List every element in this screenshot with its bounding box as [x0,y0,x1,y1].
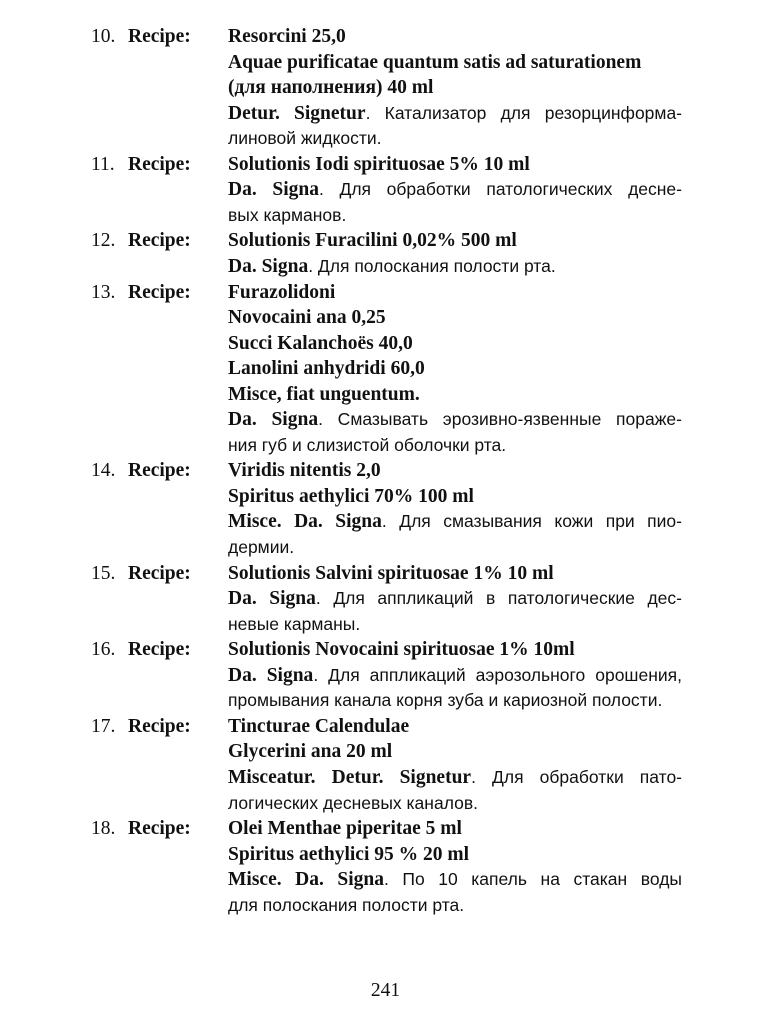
recipe-label: Recipe: [128,26,191,47]
recipe-number: 10. [91,26,116,47]
instruction-text: линовой жидкости. [228,128,382,149]
recipe-ingredient: Olei Menthae piperitae 5 ml [228,818,462,840]
signa-text: Da. Signa [228,588,316,610]
recipe-ingredient: Solutionis Furacilini 0,02% 500 ml [228,230,517,252]
recipe-instruction-line [228,433,506,458]
signa-text: Da. Signa [228,409,319,431]
recipe-ingredient: Glycerini ana 20 ml [228,741,393,763]
recipe-number: 15. [91,562,116,584]
recipe-signa-line [228,867,682,892]
signa-text: Misce. Da. Signa [228,869,385,891]
recipe-ingredient: Spiritus aethylici 70% 100 ml [228,485,474,507]
instruction-text: . Смазывать эрозивно-язвенные пораже- [318,409,682,430]
instruction-text: . По 10 капель на стакан воды [384,869,682,890]
recipe-instruction-line [228,535,294,560]
instruction-text: вых карманов. [228,204,347,225]
instruction-text: промывания канала корня зуба и кариозной полости. [228,690,663,711]
recipe-ingredient: Solutionis Iodi spirituosae 5% 10 ml [228,153,530,175]
recipe-ingredient: (для наполнения) 40 ml [228,77,434,99]
recipe-instruction-line [228,893,464,918]
recipe-signa-line [228,407,682,432]
recipe-number: 14. [91,460,116,482]
instruction-text: ния губ и слизистой оболочки рта. [228,434,507,455]
instruction-text: . Для аппликаций аэрозольного орошения, [313,664,682,685]
recipe-instruction-line [228,612,360,637]
instruction-text: . Для аппликаций в патологические дес- [315,588,682,609]
recipe-label: Recipe: [128,715,191,737]
signa-text: Da. Signa [228,179,319,201]
recipe-label: Recipe: [128,153,191,175]
recipe-signa-line [228,586,682,611]
instruction-text: дермии. [228,537,295,557]
recipe-ingredient: Succi Kalanchoës 40,0 [228,332,413,354]
recipe-ingredient: Lanolini anhydridi 60,0 [228,358,425,380]
signa-text: Detur. Signetur [228,102,366,124]
signa-text: Da. Signa [228,255,309,277]
instruction-text: . Для полоскания полости рта. [308,255,556,276]
recipe-number: 11. [91,153,115,175]
instruction-text: . Для обработки пато- [471,766,683,787]
page-number: 241 [370,980,401,1001]
recipe-signa-line [228,663,682,688]
recipe-number: 13. [91,281,116,303]
signa-text: Da. Signa [228,664,314,686]
instruction-text: невые карманы. [228,613,361,634]
recipe-number: 12. [91,230,116,252]
recipe-label: Recipe: [128,281,191,303]
recipe-instruction-line [228,203,346,228]
recipe-label: Recipe: [128,460,191,482]
recipe-ingredient: Resorcini 25,0 [228,26,346,47]
instruction-text: для полоскания полости рта. [228,894,465,915]
signa-text: Misce. Da. Signa [228,511,382,533]
recipe-ingredient: Viridis nitentis 2,0 [228,460,381,482]
recipe-number: 18. [91,818,116,840]
recipe-number: 16. [91,639,116,661]
recipe-ingredient: Solutionis Novocaini spirituosae 1% 10ml [228,639,575,661]
recipe-instruction-line [228,688,662,713]
recipe-number: 17. [91,715,116,737]
recipe-instruction-line [228,126,382,151]
instruction-text: . Для обработки патологических десне- [318,179,682,200]
recipe-label: Recipe: [128,639,191,661]
recipe-ingredient: Misce, fiat unguentum. [228,383,420,405]
recipe-ingredient: Solutionis Salvini spirituosae 1% 10 ml [228,562,554,584]
recipe-ingredient: Aquae purificatae quantum satis ad saturationem [228,51,642,73]
recipe-signa-line [228,509,682,534]
recipe-instruction-line [228,791,478,816]
recipe-ingredient: Furazolidoni [228,281,336,303]
recipe-signa-line [228,765,682,790]
recipe-ingredient: Tincturae Calendulae [228,715,410,737]
recipe-label: Recipe: [128,230,191,252]
recipe-ingredient: Novocaini ana 0,25 [228,307,386,329]
recipe-ingredient: Spiritus aethylici 95 % 20 ml [228,843,470,865]
instruction-text: . Катализатор для резорцинформа- [365,102,683,123]
signa-text: Misceatur. Detur. Signetur [228,766,472,788]
instruction-text: . Для смазывания кожи при пио- [381,511,682,532]
recipe-signa-line [228,177,682,202]
recipe-signa-line [228,101,682,126]
instruction-text: логических десневых каналов. [228,792,478,813]
recipe-signa-line [228,254,556,279]
recipe-label: Recipe: [128,818,191,840]
recipe-label: Recipe: [128,562,191,584]
